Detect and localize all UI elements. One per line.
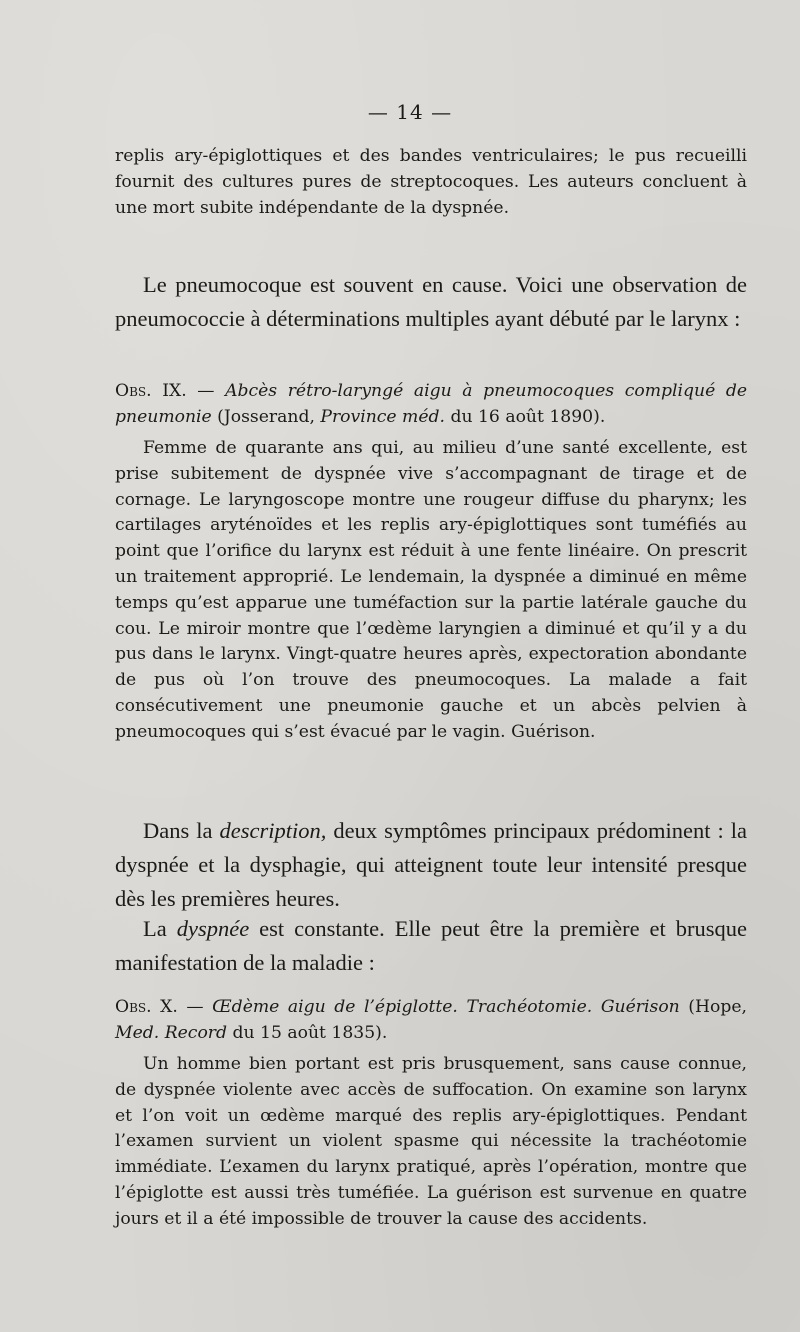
text-run: est constante. Elle peut être la première et brusque manifestation de la maladie : [115,916,747,975]
dyspnee-paragraph [115,912,747,980]
observation-label: Obs. IX. [115,381,187,401]
observation-dash: — [177,997,213,1017]
emphasis-dyspnee: dyspnée [176,916,250,941]
reference-close: du 15 août 1835). [227,1023,388,1043]
observation-9 [115,378,747,746]
description-paragraph [115,814,747,916]
observation-10 [115,994,747,1233]
reference-close: du 16 août 1890). [445,407,606,427]
observation-body: Un homme bien portant est pris brusquement, sans cause connue, de dyspnée violente avec accès de suffocation. On examine son larynx et l’on voit un œdème marqué des replis ary-épiglottiques. Pendant l’examen survient un violent spasme qui nécessite la trachéotomie immédiate. L’examen du larynx pratiqué, après l’opération, montre que l’épiglotte est aussi très tuméfiée. La guérison est survenue en quatre jours et il a été impossible de trouver la cause des accidents. [115,1054,747,1229]
text-run: La [143,916,177,941]
reference-journal: Province méd. [320,407,445,427]
observation-title: Abcès rétro-laryngé aigu à pneumocoques compliqué de pneumonie [115,381,748,427]
reference-journal: Med. Record [115,1023,228,1043]
paragraph-text [115,912,747,980]
paragraph-text: replis ary-épiglottiques et des bandes ventriculaires; le pus recueilli fournit des cultures pures de streptocoques. Les auteurs concluent à une mort subite indépendante de la dyspnée. [115,146,747,218]
observation-dash: — [186,381,226,401]
reference-open: (Hope, [679,997,747,1017]
page-number: — 14 — [367,100,453,124]
continuation-paragraph [115,144,747,221]
text-run: Dans la [143,818,220,843]
text-run: deux symptômes principaux prédominent : la dyspnée et la dysphagie, qui atteignent toute leur intensité presque dès les premières heures. [115,818,748,911]
observation-heading [115,994,747,1046]
paragraph-text [115,814,747,916]
paragraph-text: Le pneumocoque est souvent en cause. Voici une observation de pneumococcie à déterminations multiples ayant débuté par le larynx : [115,272,747,331]
observation-heading [115,378,747,430]
emphasis-description: description, [219,818,327,843]
intro-paragraph-pneumocoque [115,268,747,336]
observation-label: Obs. X. [115,997,178,1017]
reference-open: (Josserand, [211,407,321,427]
observation-body: Femme de quarante ans qui, au milieu d’une santé excellente, est prise subitement de dyspnée vive s’accompagnant de tirage et de cornage. Le laryngoscope montre une rougeur diffuse du pharynx; les cartilages aryténoïdes et les replis ary-épiglottiques sont tuméfiés au point que l’orifice du larynx est réduit à une fente linéaire. On prescrit un traitement approprié. Le lendemain, la dyspnée a diminué en même temps qu’est apparue une tuméfaction sur la partie latérale gauche du cou. Le miroir montre que l’œdème laryngien a diminué et qu’il y a du pus dans le larynx. Vingt-quatre heures après, expectoration abondante de pus où l’on trouve des pneumocoques. La malade a fait consécutivement une pneumonie gauche et un abcès pelvien à pneumocoques qui s’est évacué par le vagin. Guérison. [115,438,747,742]
observation-title: Œdème aigu de l’épiglotte. Trachéotomie. Guérison [212,997,680,1017]
